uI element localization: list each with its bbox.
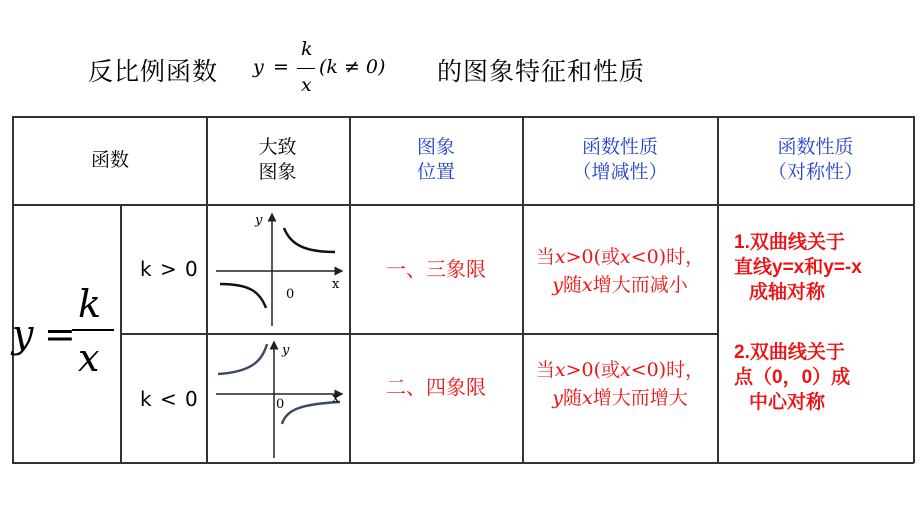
title-right: 的图象特征和性质	[437, 57, 646, 86]
monotonic-k-positive-line1: 当x>0(或x<0)时，	[535, 246, 705, 268]
function-formula-numerator: k	[78, 282, 102, 326]
symmetry-center-line3: 中心对称	[749, 392, 826, 413]
table-divider-header	[12, 204, 914, 206]
header-function-label: 函数	[90, 149, 129, 171]
table-divider-rows	[120, 333, 718, 335]
symmetry-axis-line3: 成轴对称	[749, 282, 826, 303]
table-divider-k	[120, 204, 122, 463]
function-formula-y: y	[12, 312, 34, 356]
graph1-origin-label: 0	[286, 287, 295, 302]
graph1-x-label: x	[332, 277, 340, 292]
graph2-x-label: x	[332, 391, 340, 406]
table-border-top	[12, 116, 914, 118]
k-negative-label: k < 0	[140, 387, 199, 411]
monotonic-k-positive	[522, 243, 718, 299]
function-formula-eq: =	[44, 312, 76, 356]
header-graph	[206, 135, 349, 185]
k-positive-label: k > 0	[140, 257, 199, 281]
graph2-curve-q2	[218, 344, 267, 374]
header-monotonicity	[522, 135, 718, 185]
graph1-curve-q1	[284, 228, 335, 252]
header-symmetry-line2: （对称性）	[767, 161, 863, 183]
header-symmetry-line1: 函数性质	[777, 136, 854, 158]
monotonic-k-positive-line2: y随x增大而减小	[552, 274, 688, 296]
header-graph-line1: 大致	[258, 136, 297, 158]
formula-eq: =	[273, 56, 289, 78]
graph-k-negative	[210, 338, 346, 460]
formula-numerator: k	[301, 38, 313, 60]
header-monotonicity-line2: （增减性）	[572, 161, 668, 183]
title-left: 反比例函数	[88, 57, 219, 86]
symmetry-center	[734, 340, 910, 415]
function-formula-bar	[72, 329, 114, 331]
monotonic-k-negative	[522, 356, 718, 412]
graph1-y-label: y	[255, 213, 263, 228]
header-symmetry	[717, 135, 914, 185]
symmetry-center-line2: 点（0，0）成	[734, 367, 851, 388]
graph2-y-label: y	[282, 343, 290, 358]
formula-denominator: x	[301, 74, 312, 96]
symmetry-axis-line2: 直线y=x和y=-x	[734, 257, 862, 278]
monotonic-k-negative-line2: y随x增大而增大	[552, 387, 688, 409]
graph-k-positive	[210, 208, 346, 330]
header-graph-line2: 图象	[258, 161, 297, 183]
header-position-line1: 图象	[416, 136, 455, 158]
header-position-line2: 位置	[416, 161, 455, 183]
graph2-origin-label: 0	[276, 397, 285, 412]
formula-condition: (k ≠ 0)	[319, 56, 386, 78]
header-monotonicity-line1: 函数性质	[581, 136, 658, 158]
symmetry-center-line1: 2.双曲线关于	[734, 342, 845, 363]
symmetry-axis	[734, 230, 910, 305]
header-function	[12, 148, 208, 173]
position-k-negative: 二、四象限	[386, 375, 486, 399]
table-border-bottom	[12, 462, 914, 464]
monotonic-k-negative-line1: 当x>0(或x<0)时，	[535, 359, 705, 381]
formula-y: y	[253, 56, 264, 78]
position-k-positive: 一、三象限	[386, 257, 486, 281]
graph1-curve-q3	[220, 284, 266, 308]
header-position	[349, 135, 523, 185]
function-formula-denominator: x	[78, 336, 100, 380]
symmetry-axis-line1: 1.双曲线关于	[734, 232, 845, 253]
